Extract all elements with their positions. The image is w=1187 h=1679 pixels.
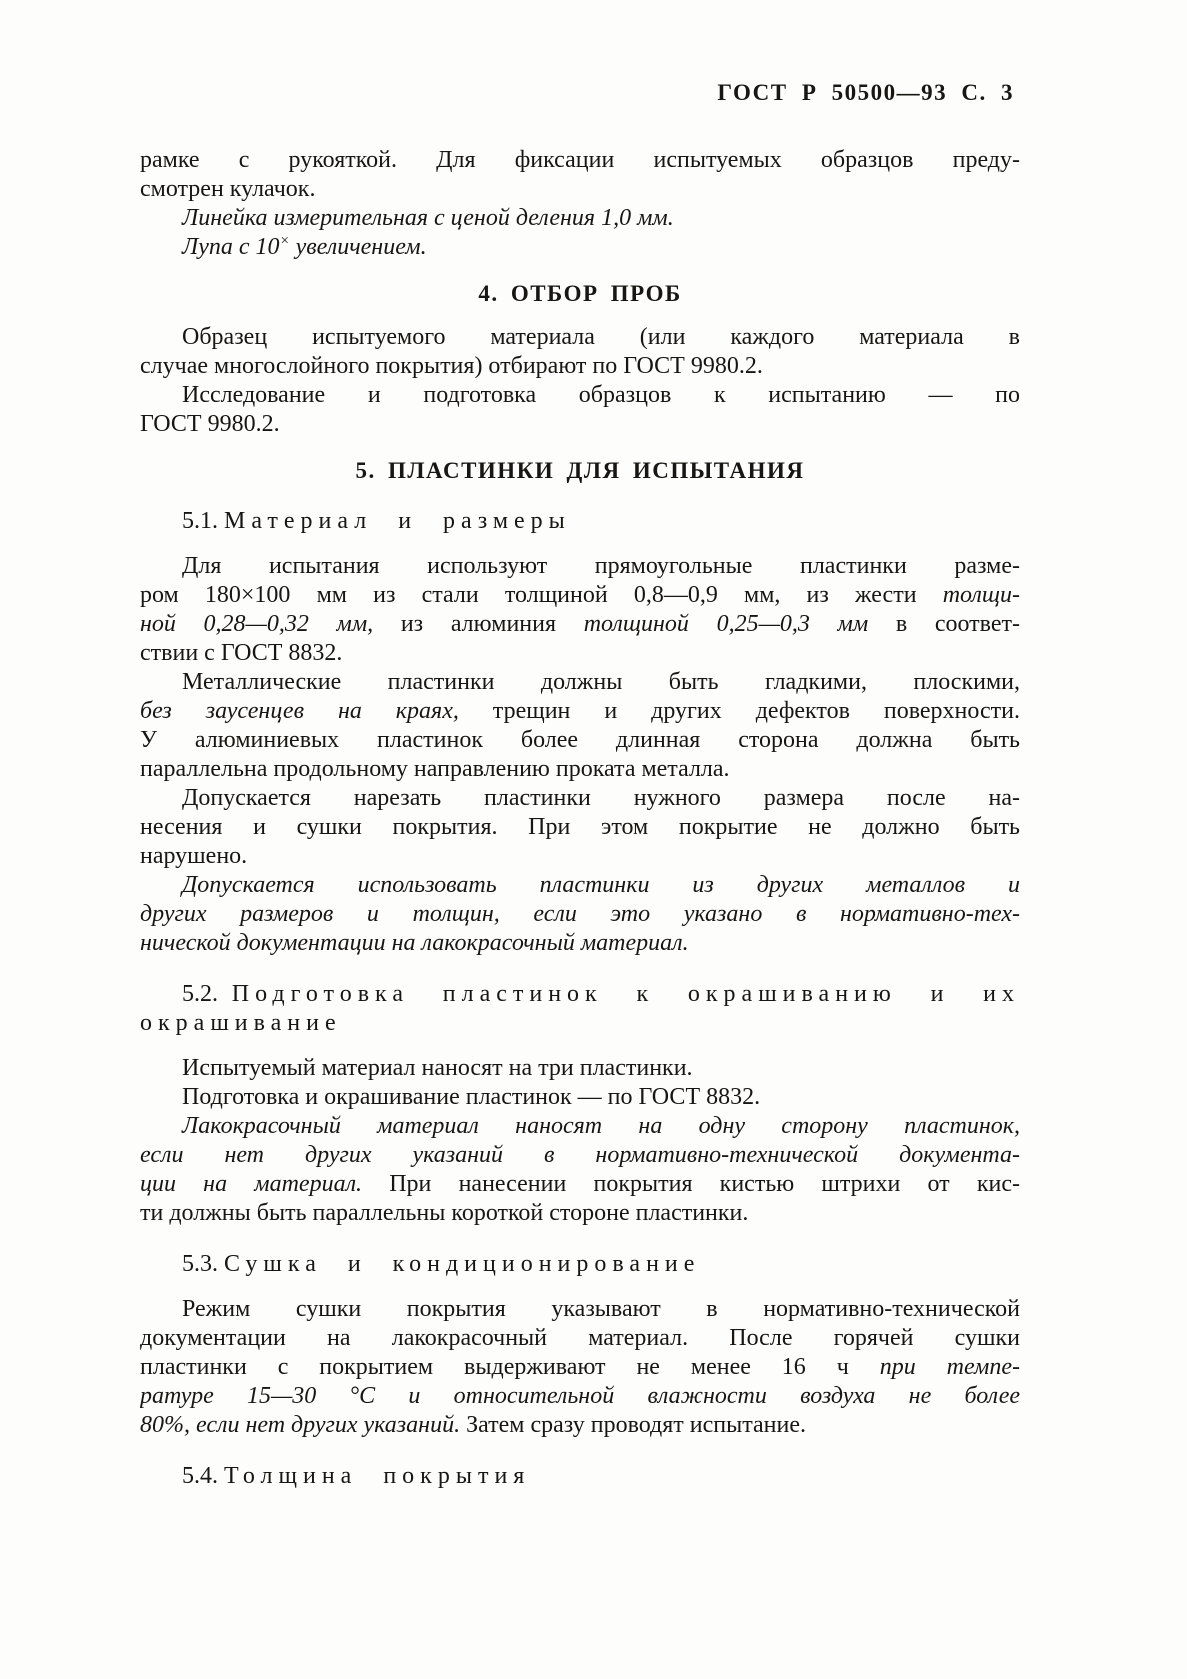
paragraph bbox=[140, 668, 1020, 784]
text-segment: нической документации на лакокрасочный материал. bbox=[140, 930, 689, 956]
clause-subheading bbox=[140, 507, 1020, 536]
text-line bbox=[140, 1083, 1020, 1112]
paragraph bbox=[140, 146, 1020, 204]
text-line bbox=[140, 1324, 1020, 1353]
text-line bbox=[140, 507, 1020, 536]
clause-subheading bbox=[140, 980, 1020, 1038]
text-segment: если нет других указаний в нормативно-технической документа- bbox=[140, 1142, 1020, 1168]
text-segment: случае многослойного покрытия) отбирают по ГОСТ 9980.2. bbox=[140, 353, 763, 379]
text-line bbox=[140, 410, 1020, 439]
text-segment: Лупа с 10 bbox=[182, 234, 280, 260]
paragraph bbox=[140, 204, 1020, 233]
text-line bbox=[140, 1353, 1020, 1382]
text-segment: в соответ- bbox=[868, 611, 1020, 637]
text-segment: увеличением. bbox=[289, 234, 427, 260]
text-segment: ти должны быть параллельны короткой стороне пластинки. bbox=[140, 1200, 749, 1226]
text-segment: Образец испытуемого материала (или каждого материала в bbox=[182, 324, 1020, 350]
text-line bbox=[140, 639, 1020, 668]
paragraph bbox=[140, 1054, 1020, 1083]
text-segment: Подготовка пластинок к окрашиванию и их bbox=[231, 981, 1020, 1007]
text-segment: 5.2. bbox=[182, 981, 232, 1007]
text-segment: нарушено. bbox=[140, 843, 248, 869]
paragraph bbox=[140, 871, 1020, 958]
text-line bbox=[140, 352, 1020, 381]
text-line bbox=[140, 980, 1020, 1009]
text-segment: смотрен кулачок. bbox=[140, 176, 316, 202]
text-line bbox=[140, 1170, 1020, 1199]
text-segment: Допускается использовать пластинки из других металлов и bbox=[182, 872, 1020, 898]
text-segment: других размеров и толщин, если это указано в нормативно-тех- bbox=[140, 901, 1020, 927]
text-segment: × bbox=[279, 233, 290, 249]
text-segment: Металлические пластинки должны быть гладкими, плоскими, bbox=[182, 669, 1020, 695]
text-line bbox=[140, 610, 1020, 639]
text-segment: Допускается нарезать пластинки нужного размера после на- bbox=[182, 785, 1020, 811]
text-segment: окрашивание bbox=[140, 1010, 342, 1036]
text-segment: 5.4. bbox=[182, 1463, 224, 1489]
paragraph bbox=[140, 552, 1020, 668]
text-line bbox=[140, 1250, 1020, 1279]
text-line bbox=[140, 929, 1020, 958]
clause-subheading bbox=[140, 1462, 1020, 1491]
text-segment: при темпе- bbox=[879, 1354, 1020, 1380]
text-segment: Лакокрасочный материал наносят на одну сторону пластинок, bbox=[182, 1113, 1020, 1139]
text-segment: Исследование и подготовка образцов к испытанию — по bbox=[182, 382, 1020, 408]
text-segment: ГОСТ 9980.2. bbox=[140, 411, 280, 437]
text-segment: рамке с рукояткой. Для фиксации испытуемых образцов преду- bbox=[140, 147, 1020, 173]
section-heading bbox=[140, 456, 1020, 485]
text-line bbox=[140, 146, 1020, 175]
text-segment: Материал и размеры bbox=[224, 508, 571, 534]
text-segment: трещин и других дефектов поверхности. bbox=[458, 698, 1020, 724]
paragraph bbox=[140, 1112, 1020, 1228]
text-line bbox=[140, 900, 1020, 929]
text-segment: 80%, если нет других указаний. bbox=[140, 1412, 461, 1438]
section-heading bbox=[140, 279, 1020, 308]
paragraph bbox=[140, 784, 1020, 871]
text-line bbox=[140, 204, 1020, 233]
text-segment: При нанесении покрытия кистью штрихи от кис- bbox=[362, 1171, 1020, 1197]
text-line bbox=[140, 323, 1020, 352]
page-header bbox=[140, 80, 1014, 106]
text-line bbox=[140, 726, 1020, 755]
text-segment: 5.3. bbox=[182, 1251, 224, 1277]
paragraph bbox=[140, 1295, 1020, 1440]
paragraph bbox=[140, 233, 1020, 262]
text-line bbox=[140, 581, 1020, 610]
text-line bbox=[140, 1462, 1020, 1491]
text-line bbox=[140, 697, 1020, 726]
paragraph bbox=[140, 381, 1020, 439]
text-segment: 5.1. bbox=[182, 508, 224, 534]
text-line bbox=[140, 381, 1020, 410]
text-line bbox=[140, 813, 1020, 842]
document-number-and-page: ГОСТ Р 50500—93 С. 3 bbox=[717, 80, 1014, 105]
text-line bbox=[140, 1295, 1020, 1324]
text-segment: Для испытания используют прямоугольные пластинки разме- bbox=[182, 553, 1020, 579]
text-segment: ром 180×100 мм из стали толщиной 0,8—0,9 мм, из жести bbox=[140, 582, 943, 608]
text-line bbox=[140, 871, 1020, 900]
text-segment: толщиной 0,25—0,3 мм bbox=[583, 611, 869, 637]
text-line bbox=[140, 233, 1020, 262]
text-segment: Толщина покрытия bbox=[224, 1463, 531, 1489]
text-segment: пластинки с покрытием выдерживают не менее 16 ч bbox=[140, 1354, 880, 1380]
text-line bbox=[140, 668, 1020, 697]
text-line bbox=[140, 1141, 1020, 1170]
text-line bbox=[140, 1009, 1020, 1038]
text-segment: ствии с ГОСТ 8832. bbox=[140, 640, 343, 666]
text-segment: Затем сразу проводят испытание. bbox=[460, 1412, 807, 1438]
text-line bbox=[140, 552, 1020, 581]
text-line bbox=[140, 1054, 1020, 1083]
text-segment: параллельна продольному направлению проката металла. bbox=[140, 756, 730, 782]
text-segment: документации на лакокрасочный материал. После горячей сушки bbox=[140, 1325, 1020, 1351]
text-line bbox=[140, 784, 1020, 813]
text-segment: Линейка измерительная с ценой деления 1,0 мм. bbox=[182, 205, 674, 231]
text-segment: толщи- bbox=[942, 582, 1020, 608]
text-segment: несения и сушки покрытия. При этом покрытие не должно быть bbox=[140, 814, 1020, 840]
section-heading-text: 5. ПЛАСТИНКИ ДЛЯ ИСПЫТАНИЯ bbox=[355, 458, 805, 483]
text-line bbox=[140, 1382, 1020, 1411]
text-line bbox=[140, 1199, 1020, 1228]
text-segment: Сушка и кондиционирование bbox=[224, 1251, 701, 1277]
text-line bbox=[140, 842, 1020, 871]
text-segment: из алюминия bbox=[373, 611, 584, 637]
text-segment: Подготовка и окрашивание пластинок — по ГОСТ 8832. bbox=[182, 1084, 761, 1110]
paragraph bbox=[140, 323, 1020, 381]
text-line bbox=[140, 1411, 1020, 1440]
text-segment: У алюминиевых пластинок более длинная сторона должна быть bbox=[140, 727, 1020, 753]
clause-subheading bbox=[140, 1250, 1020, 1279]
text-line bbox=[140, 175, 1020, 204]
text-segment: без заусенцев на краях, bbox=[140, 698, 459, 724]
text-segment: ной 0,28—0,32 мм, bbox=[140, 611, 374, 637]
text-line bbox=[140, 1112, 1020, 1141]
document-content bbox=[140, 146, 1020, 1507]
paragraph bbox=[140, 1083, 1020, 1112]
text-line bbox=[140, 755, 1020, 784]
section-heading-text: 4. ОТБОР ПРОБ bbox=[478, 281, 682, 306]
text-segment: ции на материал. bbox=[140, 1171, 363, 1197]
text-segment: Испытуемый материал наносят на три пластинки. bbox=[182, 1055, 693, 1081]
text-segment: Режим сушки покрытия указывают в нормативно-технической bbox=[182, 1296, 1020, 1322]
text-segment: ратуре 15—30 °С и относительной влажности воздуха не более bbox=[140, 1383, 1020, 1409]
